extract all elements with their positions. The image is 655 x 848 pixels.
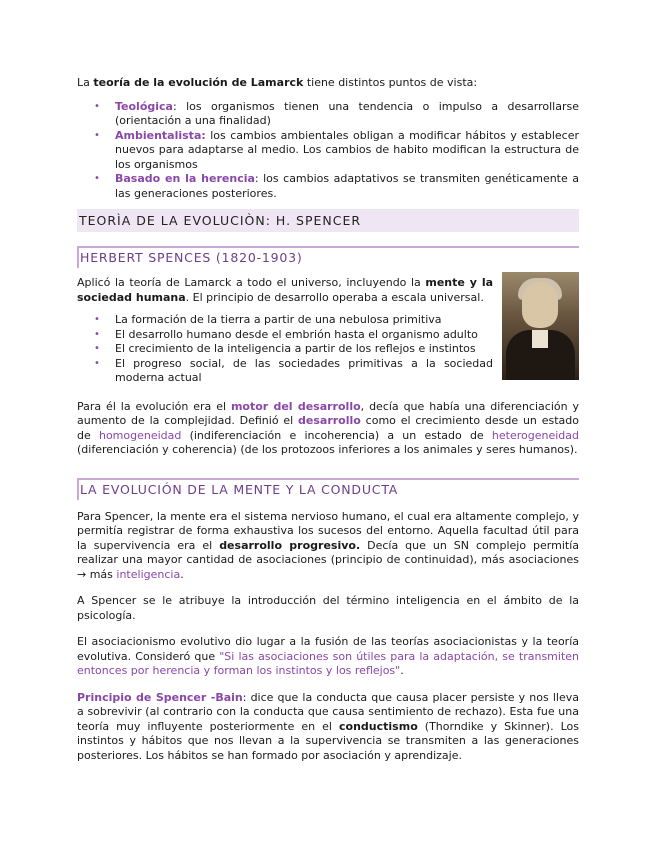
herbert-block	[77, 276, 579, 386]
herbert-paragraph-2: Para él la evolución era el motor del desarrollo, decía que había una diferenciación y aumento de la complejidad. Definió el desarrollo como el crecimiento desde un estado de homogeneidad (indiferenciación e incoherencia) a un estado de heterogeneidad (diferenciación y coherencia) (de los protozoos inferiores a los animales y seres humanos).	[77, 399, 580, 456]
item-text: : los organismos tienen una tendencia o impulso a desarrollarse (orientación a una finalidad)	[115, 99, 579, 127]
bullet-icon: •	[94, 328, 100, 340]
section-title: TEORÌA DE LA EVOLUCIÒN: H. SPENCER	[77, 209, 579, 232]
intro-text: La	[77, 76, 94, 89]
list-item	[77, 100, 579, 129]
item-text: : los cambios adaptativos se transmiten genéticamente a las generaciones posteriores.	[115, 172, 579, 200]
spencer-portrait	[502, 272, 579, 380]
list-item	[77, 172, 579, 201]
list-item: • El crecimiento de la inteligencia a partir de los reflejos e instintos	[94, 342, 476, 355]
document-page	[77, 76, 579, 763]
bullet-icon: •	[94, 343, 100, 354]
list-item	[77, 129, 579, 173]
bullet-icon: •	[94, 129, 100, 141]
herbert-heading: HERBERT SPENCES (1820-1903)	[77, 246, 579, 268]
item-label: Ambientalista:	[115, 128, 206, 142]
mente-heading: LA EVOLUCIÓN DE LA MENTE Y LA CONDUCTA	[77, 478, 579, 500]
lamarck-list	[77, 100, 579, 202]
herbert-list	[77, 313, 493, 386]
mente-paragraph-1: Para Spencer, la mente era el sistema nervioso humano, el cual era altamente complejo, y permitía registrar de forma exhaustiva los sucesos del entorno. Aquella facultad útil para la supervivencia era el desarrollo progresivo. Decía que un SN complejo permitía realizar una mayor cantidad de asociaciones (principio de continuidad), más asociaciones → más inteligencia.	[77, 509, 580, 581]
item-text: los cambios ambientales obligan a modificar hábitos y establecer nuevos para adaptarse al medio. Los cambios de habito modifican la estructura de los organismos	[115, 128, 579, 171]
mente-paragraph-3: El asociacionismo evolutivo dio lugar a la fusión de las teorías asociacionistas y la teoría evolutiva. Consideró que "Si las asociaciones son útiles para la adaptación, se transmiten entonces por herencia y forman los instintos y los reflejos".	[77, 635, 579, 677]
bullet-icon: •	[94, 357, 100, 369]
intro-paragraph	[77, 76, 579, 91]
mente-paragraph-4: Principio de Spencer -Bain: dice que la conducta que causa placer persiste y nos lleva a sobrevivir (al contrario con la conducta que causa sentimiento de rechazo). Esta fue una teoría muy influyente posteriormente en el conductismo (Thorndike y Skinner). Los instintos y hábitos que nos llevan a la supervivencia se transmiten a las generaciones posteriores. Los hábitos se han formado por asociación y aprendizaje.	[77, 690, 579, 762]
intro-bold: teoría de la evolución de Lamarck	[93, 76, 304, 89]
list-item: • El desarrollo humano desde el embrión hasta el organismo adulto	[94, 327, 478, 341]
bullet-icon: •	[94, 314, 100, 325]
item-label: Teológica	[115, 99, 173, 113]
bullet-icon: •	[94, 173, 100, 184]
item-label: Basado en la herencia	[115, 172, 255, 185]
list-item: • El progreso social, de las sociedades primitivas a la sociedad moderna actual	[94, 356, 493, 384]
list-item: • La formación de la tierra a partir de una nebulosa primitiva	[94, 313, 442, 326]
herbert-paragraph-1: Aplicó la teoría de Lamarck a todo el universo, incluyendo la mente y la sociedad humana. El principio de desarrollo operaba a escala universal.	[77, 276, 494, 304]
mente-paragraph-2: A Spencer se le atribuye la introducción del término inteligencia en el ámbito de la psicología.	[77, 594, 579, 622]
bullet-icon: •	[94, 100, 100, 112]
intro-text-end: tiene distintos puntos de vista:	[303, 76, 478, 89]
